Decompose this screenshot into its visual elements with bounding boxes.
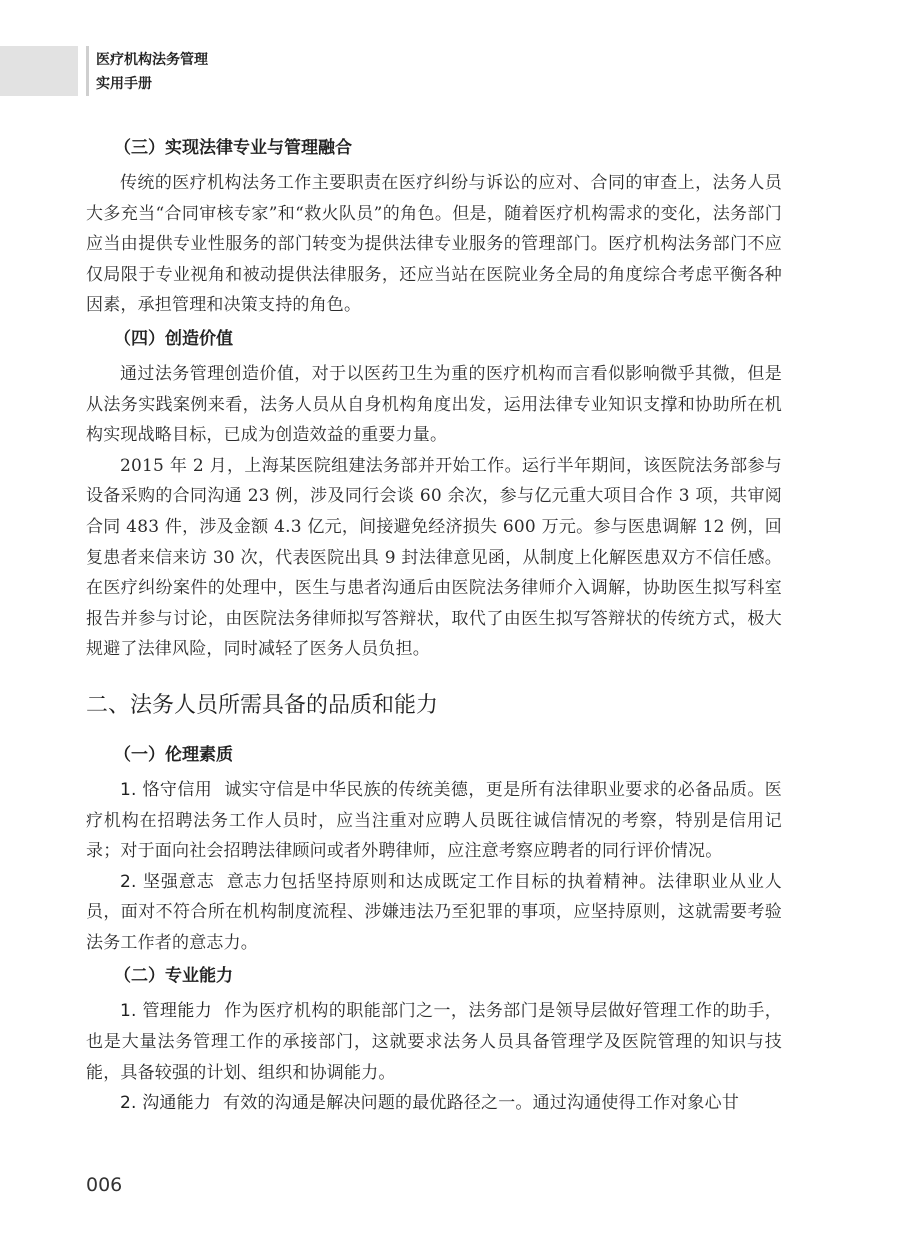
item-label: 1. 管理能力 bbox=[120, 1001, 213, 1022]
running-header-subtitle: 实用手册 bbox=[96, 76, 152, 92]
item-label: 1. 恪守信用 bbox=[120, 779, 213, 800]
paragraph bbox=[86, 1088, 782, 1119]
item-text: 作为医疗机构的职能部门之一，法务部门是领导层做好管理工作的助手，也是大量法务管理工作的承接部门，这就要求法务人员具备管理学及医院管理的知识与技能，具备较强的计划、组织和协调能力。 bbox=[86, 1001, 782, 1083]
subsection-heading: （一）伦理素质 bbox=[114, 744, 233, 765]
paragraph bbox=[86, 867, 782, 959]
header-divider bbox=[86, 46, 89, 96]
paragraph: 通过法务管理创造价值，对于以医药卫生为重的医疗机构而言看似影响微乎其微，但是从法务实践案例来看，法务人员从自身机构角度出发，运用法律专业知识支撑和协助所在机构实现战略目标，已成为创造效益的重要力量。 bbox=[86, 363, 782, 446]
paragraph bbox=[86, 775, 782, 867]
item-text: 意志力包括坚持原则和达成既定工作目标的执着精神。法律职业从业人员，面对不符合所在机构制度流程、涉嫌违法乃至犯罪的事项，应坚持原则，这就需要考验法务工作者的意志力。 bbox=[86, 871, 783, 953]
subsection-heading: （三）实现法律专业与管理融合 bbox=[114, 138, 352, 158]
header-tab-block bbox=[0, 46, 78, 96]
item-label: 2. 坚强意志 bbox=[120, 871, 215, 892]
section-title: 二、法务人员所需具备的品质和能力 bbox=[86, 692, 439, 718]
subsection-heading: （四）创造价值 bbox=[114, 328, 233, 349]
subsection-heading: （二）专业能力 bbox=[114, 966, 233, 987]
item-text: 诚实守信是中华民族的传统美德，更是所有法律职业要求的必备品质。医疗机构在招聘法务工作人员时，应当注重对应聘人员既往诚信情况的考察，特别是信用记录；对于面向社会招聘法律顾问或者外聘律师，应注意考察应聘者的同行评价情况。 bbox=[86, 779, 782, 862]
paragraph: 传统的医疗机构法务工作主要职责在医疗纠纷与诉讼的应对、合同的审查上，法务人员大多充当“合同审核专家”和“救火队员”的角色。但是，随着医疗机构需求的变化，法务部门应当由提供专业性服务的部门转变为提供法律专业服务的管理部门。医疗机构法务部门不应仅局限于专业视角和被动提供法律服务，还应当站在医院业务全局的角度综合考虑平衡各种因素，承担管理和决策支持的角色。 bbox=[86, 173, 782, 316]
running-header-title: 医疗机构法务管理 bbox=[96, 52, 208, 68]
page-body bbox=[86, 130, 782, 1119]
item-label: 2. 沟通能力 bbox=[120, 1093, 212, 1114]
paragraph: 2015 年 2 月，上海某医院组建法务部并开始工作。运行半年期间，该医院法务部参与设备采购的合同沟通 23 例，涉及同行会谈 60 余次，参与亿元重大项目合作 3 项，共审阅合同 483 件，涉及金额 4.3 亿元，间接避免经济损失 600 万元。参与医患调解 12 例，回复患者来信来访 30 次，代表医院出具 9 封法律意见函，从制度上化解医患双方不信任感。在医疗纠纷案件的处理中，医生与患者沟通后由医院法务律师介入调解，协助医生拟写科室报告并参与讨论，由医院法务律师拟写答辩状，取代了由医生拟写答辩状的传统方式，极大规避了法律风险，同时减轻了医务人员负担。 bbox=[86, 455, 782, 660]
paragraph bbox=[86, 996, 782, 1088]
item-text: 有效的沟通是解决问题的最优路径之一。通过沟通使得工作对象心甘 bbox=[223, 1093, 740, 1114]
page-number: 006 bbox=[86, 1174, 123, 1196]
